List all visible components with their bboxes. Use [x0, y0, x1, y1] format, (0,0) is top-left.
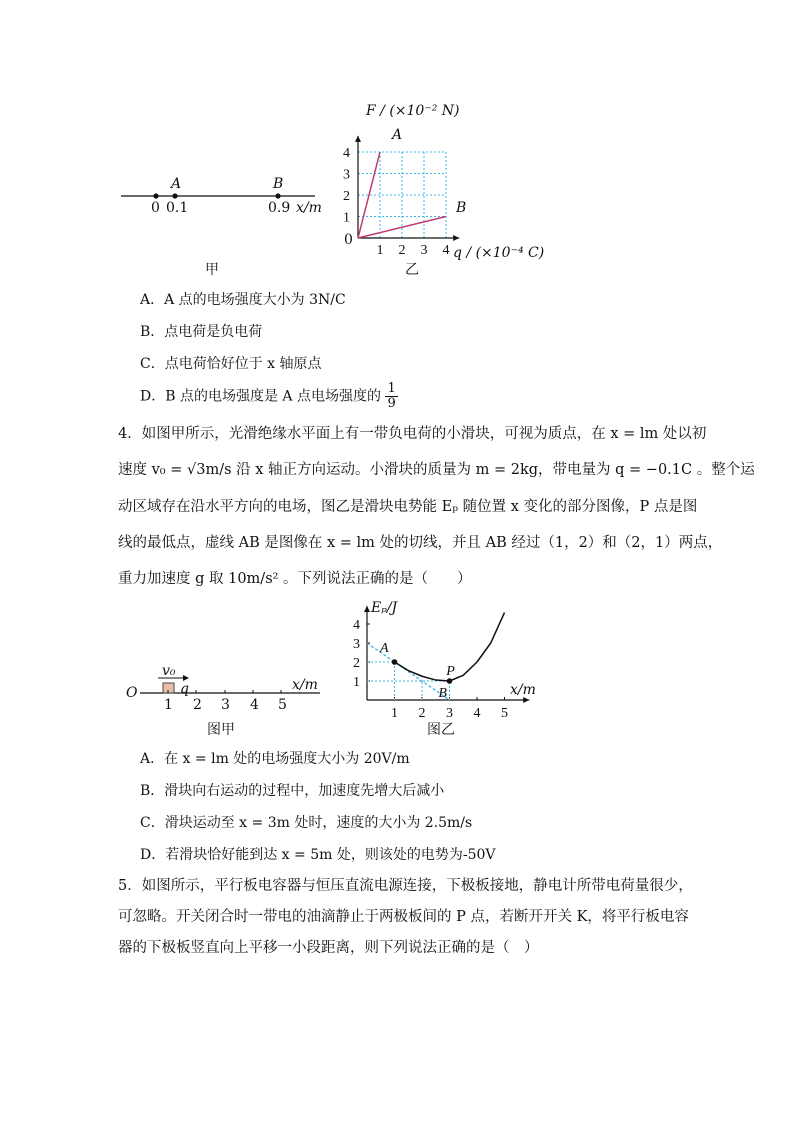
y-tick-label: 3 — [343, 167, 350, 183]
fig4-yi-xlabel: x/m — [510, 682, 536, 698]
point-b-label: B — [438, 686, 447, 701]
fig3-yi-ylabel: F / (×10⁻² N) — [366, 103, 460, 119]
x-tick-label: 4 — [442, 243, 450, 258]
fig4-yi-ylabel: Eₚ/J — [371, 600, 398, 616]
fig4-jia-tick-1: 1 — [164, 697, 173, 713]
fig4-jia-axis-label: x/m — [292, 677, 318, 693]
x-tick-label: 4 — [473, 706, 481, 720]
fig3-jia-axis-label: x/m — [296, 200, 322, 216]
fig3-jia-svg — [115, 170, 345, 280]
fig3-jia-tick-0: 0 — [151, 200, 160, 216]
fig4-jia-origin: O — [126, 685, 138, 701]
fig3-yi-caption: 乙 — [405, 262, 419, 278]
fig3-yi-line-b-label: B — [456, 200, 467, 216]
q3-option-a: A．A 点的电场强度大小为 3N/C — [140, 292, 346, 308]
q3-option-c: C．点电荷恰好位于 x 轴原点 — [140, 356, 322, 372]
q4-option-d: D．若滑块恰好能到达 x = 5m 处，则该处的电势为-50V — [140, 847, 496, 863]
fig3-jia-label-b: B — [273, 176, 284, 192]
x-axis-arrow — [453, 235, 459, 241]
fig3-jia-tick-09: 0.9 — [268, 200, 291, 216]
point-p-label: P — [446, 664, 455, 679]
y-tick-label: 2 — [343, 189, 350, 204]
q3-option-d-text: D．B 点的电场强度是 A 点电场强度的 — [140, 388, 381, 405]
fig4-jia-q: q — [180, 681, 189, 697]
fig4-jia-v0: v₀ — [162, 663, 176, 679]
x-tick-label: 3 — [420, 243, 428, 258]
q3-option-d-fraction — [385, 382, 397, 411]
y-tick-label: 3 — [353, 637, 360, 652]
q4-line-2: 速度 v₀ = √3m/s 沿 x 轴正方向运动。小滑块的质量为 m = 2kg，带电量为 q = −0.1C 。整个运 — [118, 462, 755, 478]
x-tick-label: 1 — [391, 706, 398, 720]
y-tick-label: 1 — [353, 675, 360, 690]
x-tick-label: 5 — [501, 706, 508, 720]
x-tick-label: 2 — [398, 243, 406, 258]
fig3-jia-origin-dot — [153, 193, 158, 198]
point-a-label: A — [379, 641, 389, 656]
fig3-jia-point-a-dot — [172, 193, 177, 198]
point-p-dot — [447, 678, 453, 684]
q3-option-d — [140, 382, 398, 411]
fig4-jia-tick-2: 2 — [193, 697, 202, 713]
q5-line-3: 器的下极板竖直向上平移一小段距离，则下列说法正确的是（ ） — [118, 940, 539, 956]
q5-line-2: 可忽略。开关闭合时一带电的油滴静止于两极板间的 P 点，若断开开关 K，将平行板电容 — [118, 909, 689, 925]
fig3-yi-origin: 0 — [344, 232, 353, 248]
fraction-denominator: 9 — [387, 396, 396, 411]
point-a-dot — [392, 659, 398, 665]
fig4-jia-tick-4: 4 — [250, 697, 259, 713]
q4-line-3: 动区域存在沿水平方向的电场，图乙是滑块电势能 Eₚ 随位置 x 变化的部分图像，P 点是图 — [118, 499, 698, 515]
fig3-jia-tick-01: 0.1 — [166, 200, 189, 216]
fig3-jia-caption: 甲 — [205, 262, 219, 278]
x-tick-label: 1 — [376, 243, 384, 258]
q4-line-4: 线的最低点，虚线 AB 是图像在 x = lm 处的切线，并且 AB 经过（1，2）和（2，1）两点， — [118, 535, 723, 551]
y-tick-label: 4 — [353, 618, 360, 633]
fig3-jia-label-a: A — [171, 176, 182, 192]
fig3-yi-line-a-label: A — [392, 127, 403, 143]
y-tick-label: 1 — [343, 210, 350, 226]
fraction-numerator: 1 — [387, 381, 396, 396]
series-line-a — [358, 152, 380, 238]
fig3-yi-xlabel: q / (×10⁻⁴ C) — [453, 245, 545, 261]
q4-line-5: 重力加速度 g 取 10m/s² 。下列说法正确的是（ ） — [118, 571, 472, 587]
q4-option-c: C．滑块运动至 x = 3m 处时，速度的大小为 2.5m/s — [140, 815, 473, 831]
series-line-b — [358, 217, 446, 239]
y-axis-arrow — [355, 136, 361, 142]
q3-option-b: B．点电荷是负电荷 — [140, 324, 263, 340]
y-tick-label: 4 — [343, 146, 350, 161]
x-tick-label: 3 — [446, 706, 453, 720]
x-tick-label: 2 — [418, 706, 426, 720]
fig3-jia-point-b-dot — [275, 193, 280, 198]
q4-option-b: B．滑块向右运动的过程中，加速度先增大后减小 — [140, 783, 445, 799]
q4-line-1: 4．如图甲所示，光滑绝缘水平面上有一带负电荷的小滑块，可视为质点，在 x = lm 处以初 — [118, 426, 707, 442]
y-tick-label: 2 — [353, 656, 360, 671]
fig4-jia-tick-3: 3 — [221, 697, 230, 713]
fig4-jia-caption: 图甲 — [207, 722, 235, 738]
q4-option-a: A．在 x = lm 处的电场强度大小为 20V/m — [140, 751, 410, 767]
fig4-yi-caption: 图乙 — [427, 722, 455, 738]
y-axis-arrow — [364, 606, 370, 612]
q5-line-1: 5．如图所示，平行板电容器与恒压直流电源连接，下极板接地，静电计所带电荷量很少， — [118, 878, 693, 894]
fig4-jia-tick-5: 5 — [278, 697, 287, 713]
